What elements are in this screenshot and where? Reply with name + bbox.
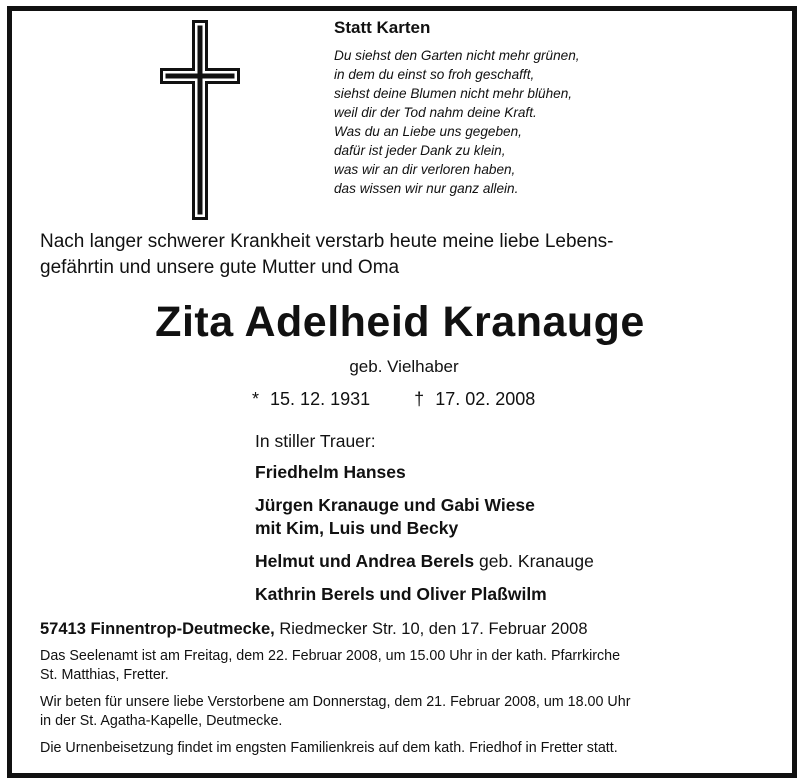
poem-line: dafür ist jeder Dank zu klein, [334,143,506,158]
gebet-line: Wir beten für unsere liebe Verstorbene am Donnerstag, dem 21. Februar 2008, um 18.00 Uhr [40,694,631,710]
seelenamt-text [40,647,780,685]
poem-line: Was du an Liebe uns gegeben, [334,124,522,139]
mourner-name: Jürgen Kranauge und Gabi Wiese [255,495,535,515]
poem-block [330,18,770,198]
poem-line: in dem du einst so froh geschafft, [334,67,535,82]
mourner-entry [255,461,775,484]
cross-icon [160,20,240,220]
mourners-list [255,430,775,616]
poem-line: weil dir der Tod nahm deine Kraft. [334,105,537,120]
birth-name: geb. Vielhaber [349,357,459,376]
mourner-entry [255,583,775,606]
mourners-intro: In stiller Trauer: [255,431,376,451]
seelenamt-line: Das Seelenamt ist am Freitag, dem 22. Februar 2008, um 15.00 Uhr in der kath. Pfarrkirche [40,648,621,664]
life-dates [252,389,535,410]
mourner-name: mit Kim, Luis und Becky [255,518,459,538]
death-date: 17. 02. 2008 [435,389,536,409]
poem-line: Du siehst den Garten nicht mehr grünen, [334,48,580,63]
mourner-entry [255,494,775,540]
address-street-date: Riedmecker Str. 10, den 17. Februar 2008 [274,620,588,638]
seelenamt-line: St. Matthias, Fretter. [40,667,169,683]
birth-date: 15. 12. 1931 [270,389,371,409]
address-place: 57413 Finnentrop-Deutmecke, [40,620,275,638]
urnenbeisetzung-text: Die Urnenbeisetzung findet im engsten Familienkreis auf dem kath. Friedhof in Fretter statt. [40,740,618,756]
mourner-birth-name: geb. Kranauge [474,551,594,571]
deceased-name: Zita Adelheid Kranauge [155,298,645,346]
mourner-name: Helmut und Andrea Berels [255,551,475,571]
birth-symbol: * [252,389,260,409]
poem-line: siehst deine Blumen nicht mehr blühen, [334,86,573,101]
gebet-line: in der St. Agatha-Kapelle, Deutmecke. [40,713,283,729]
address-line [40,620,780,639]
footer-info [40,620,780,766]
intro-text [40,229,780,281]
poem-line: das wissen wir nur ganz allein. [334,181,519,196]
intro-line: gefährtin und unsere gute Mutter und Oma [40,257,400,278]
intro-line: Nach langer schwerer Krankheit verstarb heute meine liebe Lebens- [40,231,614,252]
poem [334,46,770,198]
mourner-name: Kathrin Berels und Oliver Plaßwilm [255,584,547,604]
statt-karten-heading: Statt Karten [334,18,431,37]
gebet-text [40,693,780,731]
mourner-entry [255,550,775,573]
death-symbol: † [414,389,425,409]
mourner-name: Friedhelm Hanses [255,462,406,482]
poem-line: was wir an dir verloren haben, [334,162,516,177]
